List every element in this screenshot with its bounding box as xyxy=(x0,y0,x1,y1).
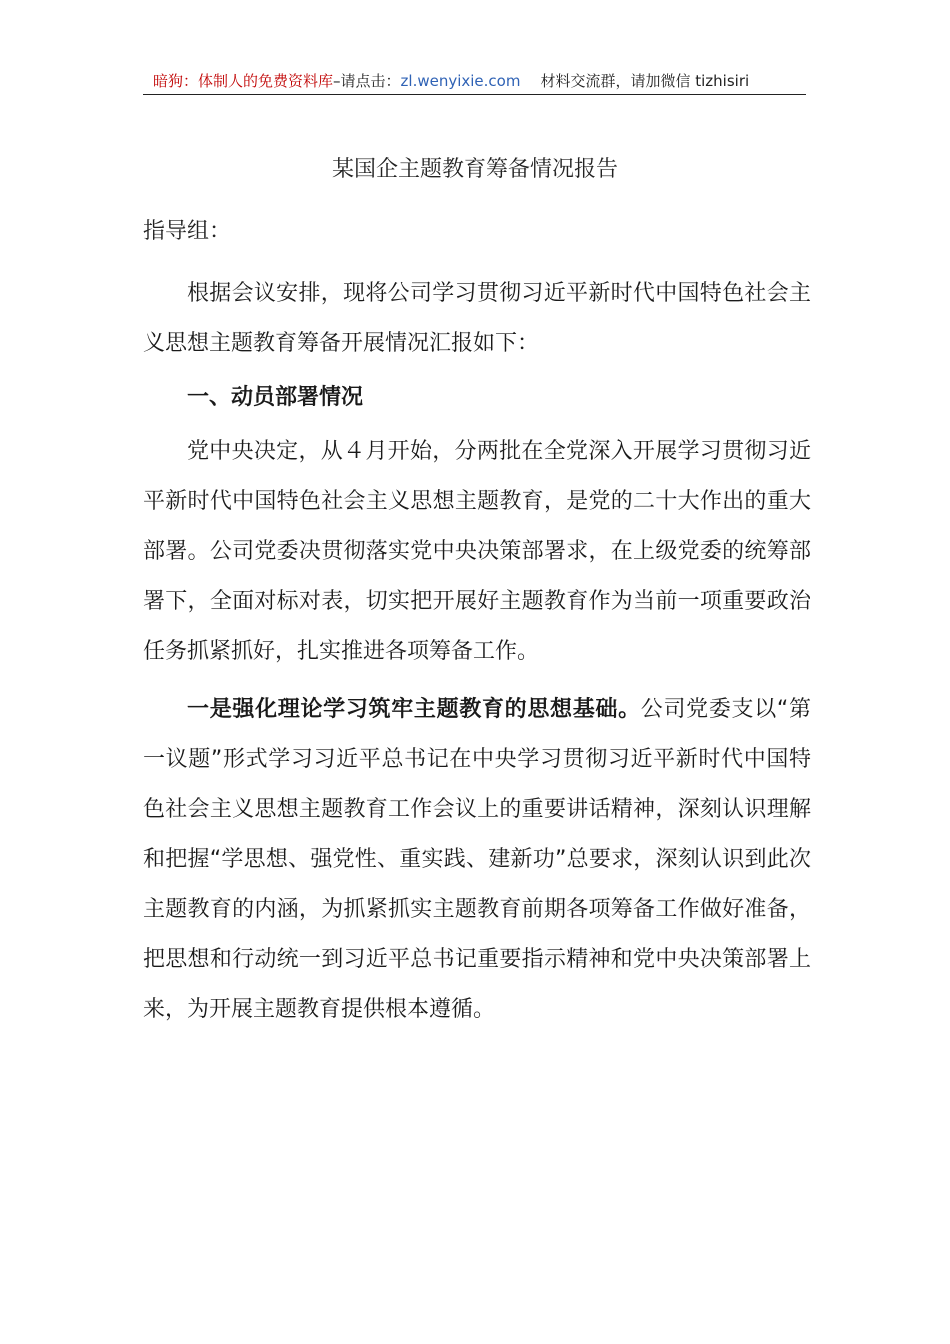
section-heading-1: 一、动员部署情况 xyxy=(187,385,364,410)
header-brand: 暗狗：体制人的免费资料库 xyxy=(153,72,334,90)
salutation: 指导组： xyxy=(143,219,232,244)
header-group-info: 材料交流群，请加微信 tizhisiri xyxy=(540,72,750,90)
header-link[interactable]: zl.wenyixie.com xyxy=(400,72,521,90)
section-1-paragraph: 党中央决定，从４月开始，分两批在全党深入开展学习贯彻习近平新时代中国特色社会主义思想主题教育，是党的二十大作出的重大部署。公司党委决贯彻落实党中央决策部署求，在上级党委的统筹部署下，全面对标对表，切实把开展好主题教育作为当前一项重要政治任务抓紧抓好，扎实推进各项筹备工作。 xyxy=(143,439,811,664)
header-click-prefix: –请点击： xyxy=(333,72,401,90)
point-1-paragraph xyxy=(143,685,811,1035)
intro-paragraph: 根据会议安排，现将公司学习贯彻习近平新时代中国特色社会主义思想主题教育筹备开展情况汇报如下： xyxy=(143,281,811,356)
point-1-lead: 一是强化理论学习筑牢主题教育的思想基础。 xyxy=(187,697,641,722)
page-header xyxy=(143,68,806,95)
document-body xyxy=(143,269,811,1035)
point-1-body: 公司党委支以“第一议题”形式学习习近平总书记在中央学习贯彻习近平新时代中国特色社会主义思想主题教育工作会议上的重要讲话精神，深刻认识理解和把握“学思想、强党性、重实践、建新功”总要求，深刻认识到此次主题教育的内涵，为抓紧抓实主题教育前期各项筹备工作做好准备，把思想和行动统一到习近平总书记重要指示精神和党中央决策部署上来，为开展主题教育提供根本遵循。 xyxy=(143,697,811,1022)
document-title: 某国企主题教育筹备情况报告 xyxy=(331,157,618,182)
